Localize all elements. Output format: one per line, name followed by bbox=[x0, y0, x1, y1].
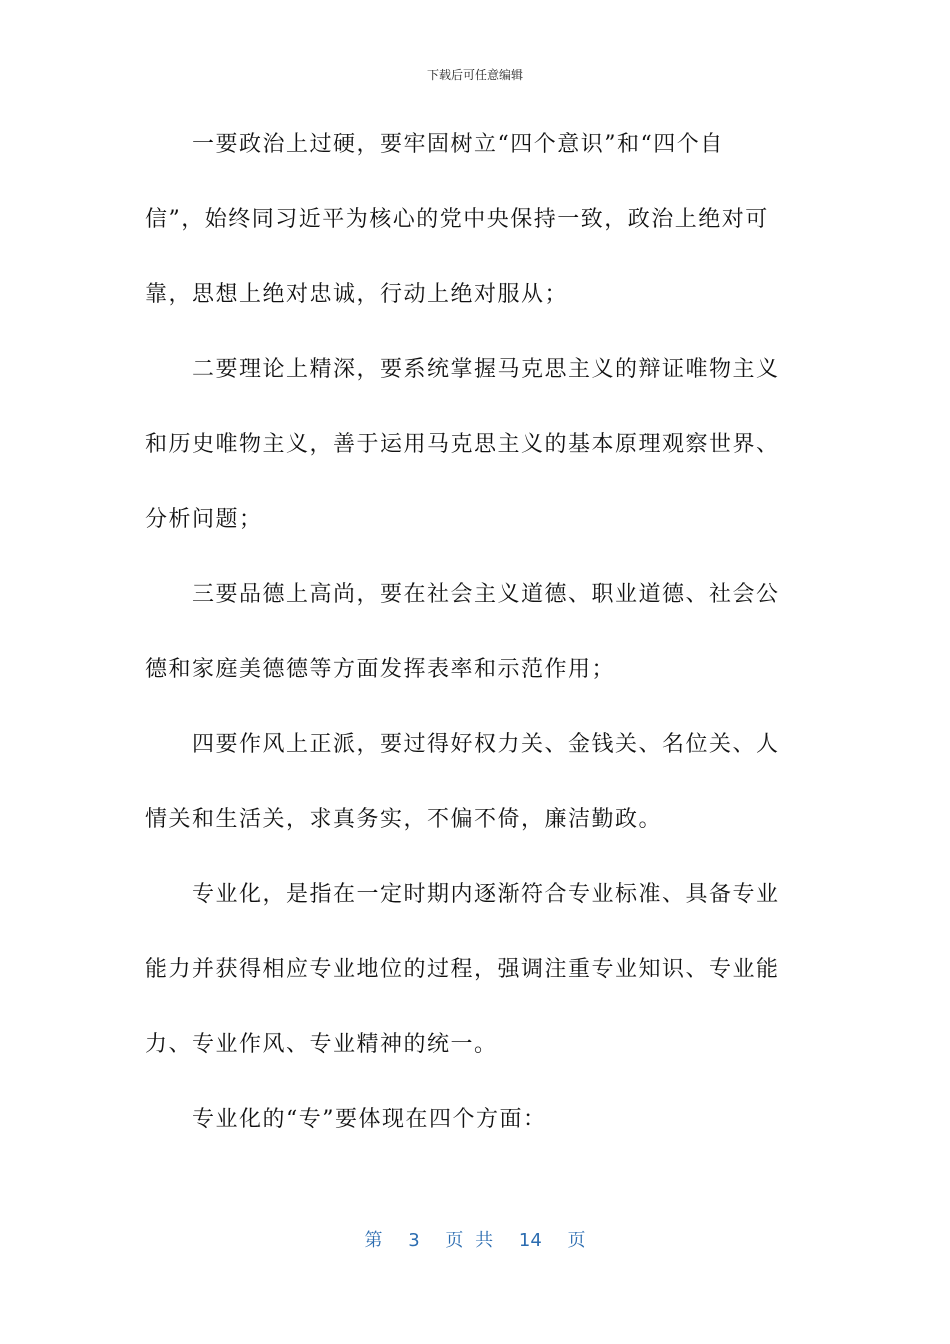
paragraph-line: 靠，思想上绝对忠诚，行动上绝对服从； bbox=[145, 282, 569, 307]
paragraph-line: 一要政治上过硬，要牢固树立“四个意识”和“四个自 bbox=[192, 132, 724, 157]
document-body bbox=[145, 125, 800, 1175]
paragraph-line: 三要品德上高尚，要在社会主义道德、职业道德、社会公 bbox=[192, 582, 780, 607]
paragraph-line: 信”，始终同习近平为核心的党中央保持一致，政治上绝对可 bbox=[145, 207, 769, 232]
current-page-number: 3 bbox=[408, 1230, 420, 1251]
paragraph-line: 二要理论上精深，要系统掌握马克思主义的辩证唯物主义 bbox=[192, 357, 780, 382]
page-footer bbox=[0, 1226, 950, 1252]
paragraph-line: 专业化，是指在一定时期内逐渐符合专业标准、具备专业 bbox=[192, 882, 780, 907]
paragraph-line: 能力并获得相应专业地位的过程，强调注重专业知识、专业能 bbox=[145, 957, 780, 982]
paragraph-line: 德和家庭美德德等方面发挥表率和示范作用； bbox=[145, 657, 616, 682]
footer-prefix: 第 bbox=[364, 1230, 383, 1251]
page-header: 下载后可任意编辑 bbox=[426, 68, 523, 82]
paragraph-line: 情关和生活关，求真务实，不偏不倚，廉洁勤政。 bbox=[145, 807, 663, 832]
paragraph-line: 和历史唯物主义，善于运用马克思主义的基本原理观察世界、 bbox=[145, 432, 780, 457]
footer-suffix: 页 bbox=[567, 1230, 586, 1251]
paragraph-line: 专业化的“专”要体现在四个方面： bbox=[192, 1107, 547, 1132]
paragraph-line: 分析问题； bbox=[145, 507, 263, 532]
footer-middle: 页 共 bbox=[445, 1230, 494, 1251]
paragraph-line: 力、专业作风、专业精神的统一。 bbox=[145, 1032, 498, 1057]
paragraph-line: 四要作风上正派，要过得好权力关、金钱关、名位关、人 bbox=[192, 732, 780, 757]
total-pages-number: 14 bbox=[518, 1230, 542, 1251]
